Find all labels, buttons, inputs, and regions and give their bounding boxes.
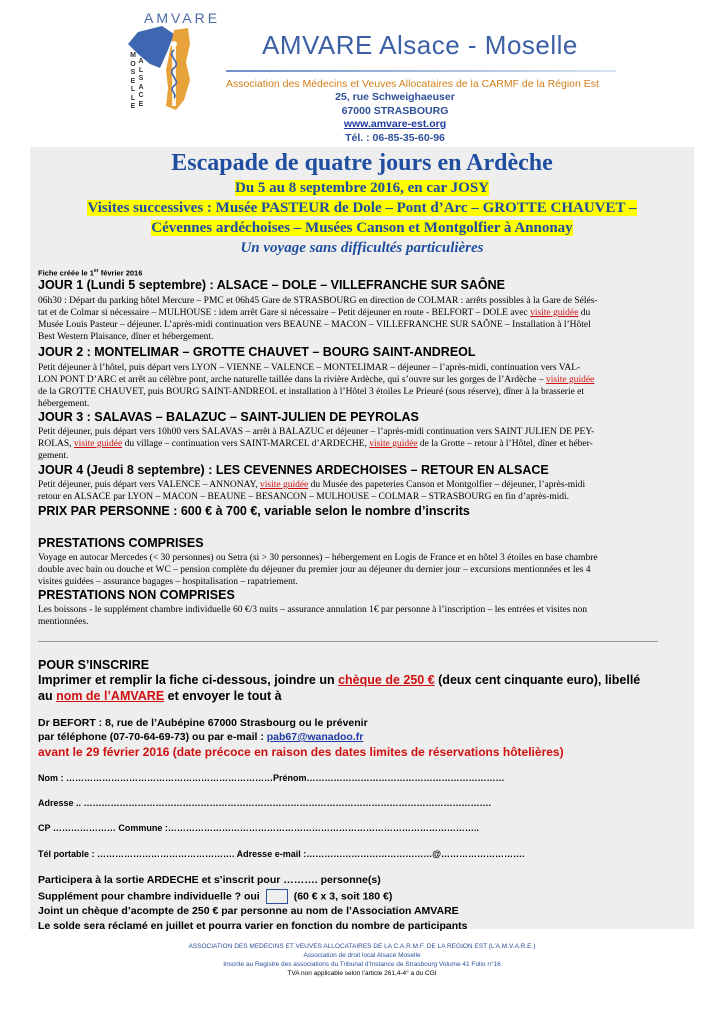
brand-title: AMVARE Alsace - Moselle xyxy=(262,30,578,60)
day-4-heading: JOUR 4 (Jeudi 8 septembre) : LES CEVENNES ARDECHOISES – RETOUR EN ALSACE xyxy=(38,463,549,477)
contact-address: Dr BEFORT : 8, rue de l’Aubépine 67000 Strasbourg ou le prévenir xyxy=(38,717,368,729)
day-1-text: 06h30 : Départ du parking hôtel Mercure – PMC et 06h45 Gare de STRASBOURG en direction de COLMAR : arrêts possibles à la Gare de Sélés- tat et de Colmar si nécessaire – MULHOUSE : idem arrêt Gare si nécessaire – Petit déjeuner en route - BELFORT – DOLE avec visite guidée du Musée Louis Pasteur – déjeuner. L’après-midi continuation vers BEAUNE – MACON – VILLEFRANCHE SUR SAÔNE – Installation à l’Hôtel Best Western Plaisance, dîner et hébergement. xyxy=(38,296,598,342)
included-heading: PRESTATIONS COMPRISES xyxy=(38,536,204,550)
guided-visit-link: visite guidée xyxy=(259,480,309,490)
inscription-heading: POUR S’INSCRIRE xyxy=(38,658,150,672)
website-link[interactable]: www.amvare-est.org xyxy=(343,118,447,130)
tagline: Un voyage sans difficultés particulières xyxy=(240,240,484,256)
day-2-text: Petit déjeuner à l’hôtel, puis départ vers LYON – VIENNE – VALENCE – MONTELIMAR – déjeuner – l’après-midi, continuation vers VAL- LON PONT D’ARC et arrêt au célèbre pont, arche naturelle taillée dans la rivière Ardèche, qui s’ouvre sur les gorges de l’Ardèche – visite guidée de la GROTTE CHAUVET, puis BOURG SAINT-ANDREOL et installation à l’Hôtel 3 étoiles Le Prieuré (sous réserve), dîner à la brasserie et hébergement. xyxy=(38,363,595,409)
included-text: Voyage en autocar Mercedes (< 30 personnes) ou Setra (si > 30 personnes) – hébergement en Logis de France et en hôtel 3 étoiles en base chambre double avec bain ou douche et WC – pension complète du déjeuner du premier jour au déjeuner du dernier jour – excursions mentionnées et les 4 visites guidées – assurance bagages – hospitalisation – rapatriement. xyxy=(38,553,598,587)
balance-line: Le solde sera réclamé en juillet et pourra varier en fonction du nombre de participants xyxy=(38,920,468,932)
inscription-line-1: Imprimer et remplir la fiche ci-dessous, joindre un chèque de 250 € (deux cent cinquante euro), libellé xyxy=(38,673,641,687)
association-name: Association des Médecins et Veuves Allocataires de la CARMF de la Région Est xyxy=(226,78,599,90)
guided-visit-link: visite guidée xyxy=(545,375,595,385)
footer-line-4: TVA non applicable selon l’article 261,4-4° a du CGI xyxy=(287,970,437,977)
guided-visit-link: visite guidée xyxy=(369,439,418,449)
visits-line-1: Visites successives : Musée PASTEUR de Dole – Pont d’Arc – GROTTE CHAUVET – xyxy=(87,200,637,216)
phone-number: Tél. : 06-85-35-60-96 xyxy=(345,131,445,144)
single-room-checkbox[interactable] xyxy=(266,889,288,904)
address-street: 25, rue Schweighaeuser xyxy=(335,91,455,103)
day-3-heading: JOUR 3 : SALAVAS – BALAZUC – SAINT-JULIEN DE PEYROLAS xyxy=(38,410,419,424)
association-address xyxy=(330,91,460,145)
day-1-heading: JOUR 1 (Lundi 5 septembre) : ALSACE – DOLE – VILLEFRANCHE SUR SAÔNE xyxy=(38,278,505,292)
day-4-text: Petit déjeuner, puis départ vers VALENCE – ANNONAY, visite guidée du Musée des papeteries Canson et Montgolfier – déjeuner, l’après-midi retour en ALSACE par LYON – MACON – BEAUNE – BESANCON – MULHOUSE – COLMAR – STRASBOURG en fin d’après-midi. xyxy=(38,480,586,502)
inscription-line-2: au nom de l’AMVARE et envoyer le tout à xyxy=(38,689,282,703)
day-2-heading: JOUR 2 : MONTELIMAR – GROTTE CHAUVET – BOURG SAINT-ANDREOL xyxy=(38,345,476,359)
price-per-person: PRIX PAR PERSONNE : 600 € à 700 €, variable selon le nombre d’inscrits xyxy=(38,504,470,518)
single-room-supplement: Supplément pour chambre individuelle ? oui (60 € x 3, soit 180 €) xyxy=(38,890,393,903)
not-included-heading: PRESTATIONS NON COMPRISES xyxy=(38,588,235,602)
participation-line: Participera à la sortie ARDECHE et s’inscrit pour ………. personne(s) xyxy=(38,874,381,886)
visits-line-2: Cévennes ardéchoises – Musées Canson et Montgolfier à Annonay xyxy=(151,220,573,236)
contact-phone-email: par téléphone (07-70-64-69-73) ou par e-mail : pab67@wanadoo.fr xyxy=(38,731,364,743)
contact-email-link[interactable]: pab67@wanadoo.fr xyxy=(266,731,364,743)
day-3-text: Petit déjeuner, puis départ vers 10h00 vers SALAVAS – arrêt à BALAZUC et déjeuner – l’après-midi continuation vers SAINT JULIEN DE PEY- ROLAS, visite guidée du village – continuation vers SAINT-MARCEL d’ARDECHE, visite guidée de la Grotte – retour à l’Hôtel, dîner et héber- gement. xyxy=(38,427,595,461)
guided-visit-link: visite guidée xyxy=(530,308,579,318)
footer-line-1: ASSOCIATION DES MEDECINS ET VEUVES ALLOCATAIRES DE LA C.A.R.M.F. DE LA REGION EST (L’A.M.V.A.R.E.) xyxy=(188,943,536,950)
registration-deadline: avant le 29 février 2016 (date précoce en raison des dates limites de réservations hôtelières) xyxy=(38,745,564,759)
creation-date: Fiche créée le 1er février 2016 xyxy=(38,268,143,278)
form-name-field[interactable]: Nom : ……………………………………………………………Prénom………………………………………………………… xyxy=(38,773,505,783)
deposit-line: Joint un chèque d’acompte de 250 € par personne au nom de l’Association AMVARE xyxy=(38,905,459,917)
cheque-amount: chèque de 250 € xyxy=(338,673,435,687)
trip-dates: Du 5 au 8 septembre 2016, en car JOSY xyxy=(234,180,490,196)
brand-divider xyxy=(226,70,616,72)
section-divider xyxy=(38,641,658,642)
payee-name: nom de l’AMVARE xyxy=(56,689,165,703)
footer xyxy=(30,942,694,978)
form-phone-email-field[interactable]: Tél portable : ………………………………………. Adresse e-mail :……………………………………@………………………. xyxy=(38,849,525,859)
address-city: 67000 STRASBOURG xyxy=(341,104,449,117)
guided-visit-link: visite guidée xyxy=(73,439,123,449)
footer-line-3: Inscrite au Registre des associations du Tribunal d’Instance de Strasbourg Volume 41 Folio n°16 xyxy=(223,961,501,968)
form-address-field[interactable]: Adresse .. ………………………………………………………………………………………………………………………. xyxy=(38,798,492,808)
logo-vertical-alsace: A L S A C E xyxy=(138,58,144,108)
logo-vertical-moselle: M O S E L L E xyxy=(130,52,136,110)
page-title: Escapade de quatre jours en Ardèche xyxy=(171,150,553,176)
logo-wordmark: AMVARE xyxy=(144,10,221,26)
form-postcode-field[interactable]: CP ………………… Commune :………………………………………………………………………………………….. xyxy=(38,823,479,833)
not-included-text: Les boissons - le supplément chambre individuelle 60 €/3 nuits – assurance annulation 1€ par personne à l’inscription – les entrées et visites non mentionnées. xyxy=(38,605,588,627)
footer-line-2: Association de droit local Alsace Moselle xyxy=(303,952,421,959)
